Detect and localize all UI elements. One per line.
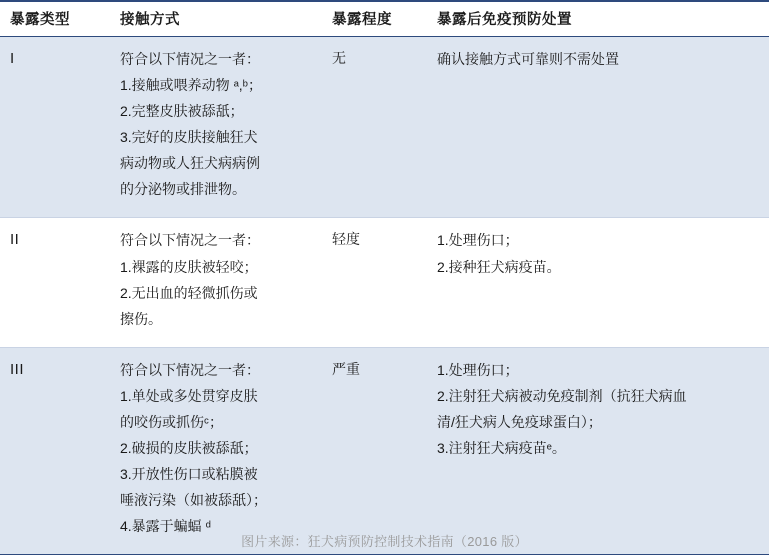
- cell-contact-mode: [110, 37, 322, 218]
- table-row: [0, 37, 769, 218]
- table-body: [0, 37, 769, 555]
- cell-exposure-level: 严重: [322, 347, 427, 555]
- contact-line: 3.完好的皮肤接触狂犬: [120, 129, 258, 146]
- column-header-exposure-type: 暴露类型: [0, 1, 110, 37]
- contact-line: 符合以下情况之一者：: [120, 232, 260, 249]
- contact-line: 2.完整皮肤被舔舐；: [120, 103, 244, 120]
- cell-measures: [427, 37, 769, 218]
- table-header: [0, 1, 769, 37]
- contact-line: 4.暴露于蝙蝠 ᵈ: [120, 518, 211, 535]
- measure-line: 2.注射狂犬病被动免疫制剂（抗狂犬病血: [437, 387, 687, 404]
- column-header-exposure-level: 暴露程度: [322, 1, 427, 37]
- measure-line: 1.处理伤口；: [437, 232, 519, 249]
- contact-line: 2.破损的皮肤被舔舐；: [120, 440, 258, 457]
- cell-measures: [427, 218, 769, 347]
- column-header-contact-mode: 接触方式: [110, 1, 322, 37]
- cell-exposure-type: I: [0, 37, 110, 218]
- table-row: [0, 218, 769, 347]
- contact-line: 1.裸露的皮肤被轻咬；: [120, 258, 258, 275]
- cell-contact-mode: [110, 218, 322, 347]
- contact-line: 唾液污染（如被舔舐）；: [120, 492, 267, 509]
- measure-line: 确认接触方式可靠则不需处置: [437, 51, 619, 67]
- contact-line: 擦伤。: [120, 310, 162, 327]
- contact-line: 的分泌物或排泄物。: [120, 181, 246, 198]
- cell-exposure-level: 轻度: [322, 218, 427, 347]
- cell-measures: [427, 347, 769, 555]
- cell-exposure-type: III: [0, 347, 110, 555]
- column-header-post-exposure-measures: 暴露后免疫预防处置: [427, 1, 769, 37]
- measure-line: 清/狂犬病人免疫球蛋白）；: [437, 413, 602, 430]
- table-row: [0, 347, 769, 555]
- measure-line: 3.注射狂犬病疫苗ᵉ。: [437, 440, 566, 457]
- source-caption: 图片来源：狂犬病预防控制技术指南（2016 版）: [241, 534, 528, 549]
- contact-line: 病动物或人狂犬病病例: [120, 155, 260, 172]
- measure-line: 1.处理伤口；: [437, 361, 519, 378]
- contact-line: 2.无出血的轻微抓伤或: [120, 284, 258, 301]
- contact-line: 符合以下情况之一者：: [120, 51, 260, 67]
- cell-exposure-level: 无: [322, 37, 427, 218]
- contact-line: 3.开放性伤口或粘膜被: [120, 466, 258, 483]
- cell-contact-mode: [110, 347, 322, 555]
- contact-line: 的咬伤或抓伤ᶜ；: [120, 413, 223, 430]
- table-header-row: [0, 1, 769, 37]
- measure-line: 2.接种狂犬病疫苗。: [437, 258, 561, 275]
- contact-line: 1.接触或喂养动物 ᵃ,ᵇ；: [120, 77, 262, 94]
- cell-exposure-type: II: [0, 218, 110, 347]
- contact-line: 1.单处或多处贯穿皮肤: [120, 387, 258, 404]
- contact-line: 符合以下情况之一者：: [120, 361, 260, 378]
